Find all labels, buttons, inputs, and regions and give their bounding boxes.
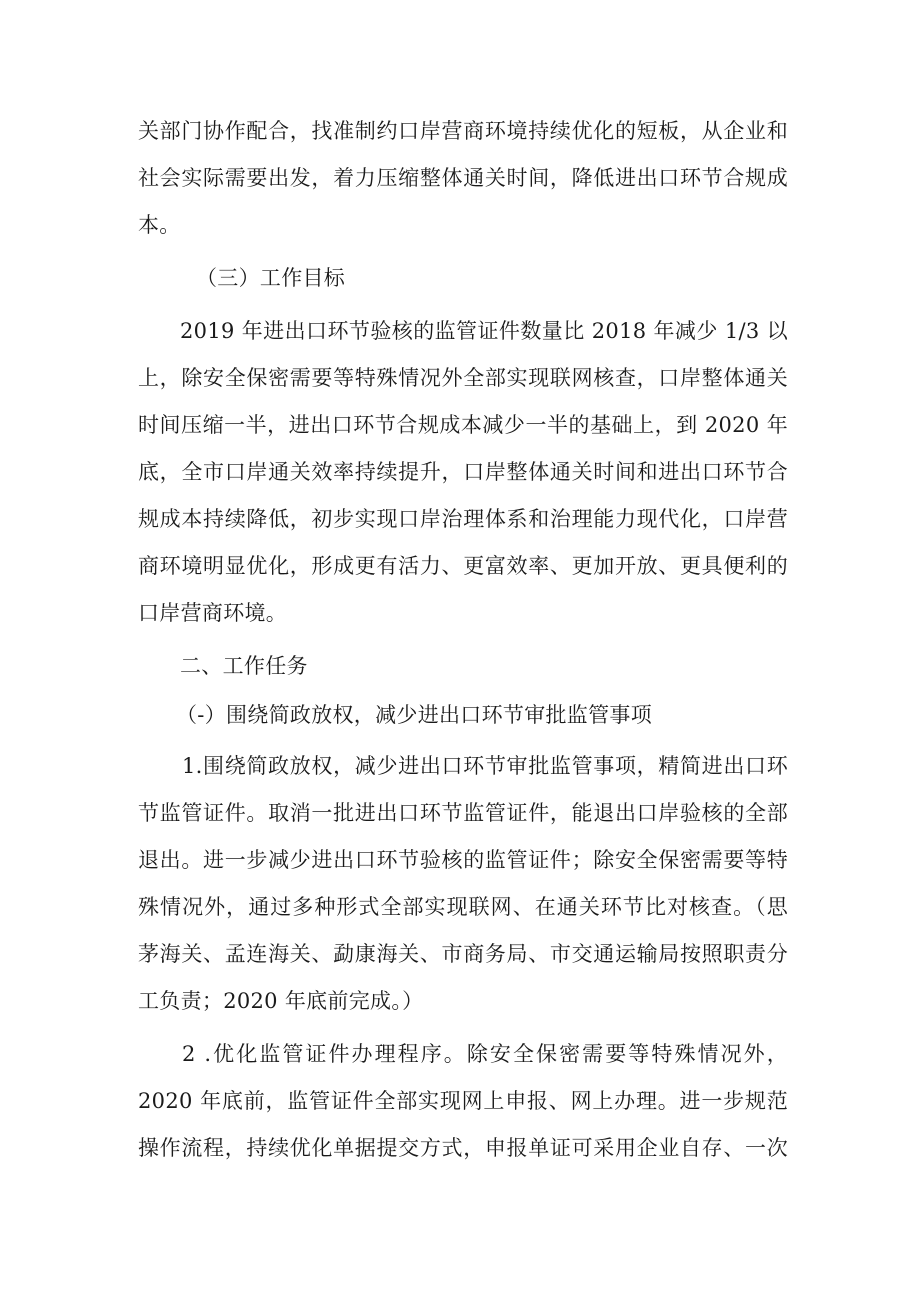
text-line: 规成本持续降低，初步实现口岸治理体系和治理能力现代化，口岸营 bbox=[138, 507, 788, 531]
text-line: 2 .优化监管证件办理程序。除安全保密需要等特殊情况外， bbox=[182, 1042, 788, 1066]
text-line: 殊情况外，通过多种形式全部实现联网、在通关环节比对核查。（思 bbox=[138, 895, 788, 919]
text-line: 工负责；2020 年底前完成。） bbox=[138, 989, 424, 1013]
paragraph-intro bbox=[138, 108, 788, 249]
paragraph-item1 bbox=[138, 743, 788, 1025]
text-line: 节监管证件。取消一批进出口环节监管证件，能退出口岸验核的全部 bbox=[138, 801, 788, 825]
text-line: 2020 年底前，监管证件全部实现网上申报、网上办理。进一步规范 bbox=[138, 1089, 788, 1113]
text-line: 1.围绕简政放权，减少进出口环节审批监管事项，精简进出口环 bbox=[182, 754, 788, 778]
text-line: 关部门协作配合，找准制约口岸营商环境持续优化的短板，从企业和 bbox=[138, 119, 788, 143]
text-line: 茅海关、孟连海关、勐康海关、市商务局、市交通运输局按照职责分 bbox=[138, 942, 788, 966]
text-line: 商环境明显优化，形成更有活力、更富效率、更加开放、更具便利的 bbox=[138, 554, 788, 578]
document-body bbox=[138, 108, 788, 1172]
text-line: 2019 年进出口环节验核的监管证件数量比 2018 年减少 1/3 以 bbox=[180, 319, 788, 343]
section-heading-tasks: 二、工作任务 bbox=[180, 654, 308, 678]
text-line: 社会实际需要出发，着力压缩整体通关时间，降低进出口环节合规成 bbox=[138, 166, 788, 190]
paragraph-goal bbox=[138, 308, 788, 637]
section-heading-goal: （三）工作目标 bbox=[196, 266, 346, 290]
text-line: 操作流程，持续优化单据提交方式，申报单证可采用企业自存、一次 bbox=[138, 1136, 788, 1160]
subsection-heading-task1: （-）围绕简政放权，减少进出口环节审批监管事项 bbox=[176, 703, 652, 727]
text-line: 口岸营商环境。 bbox=[138, 601, 288, 625]
text-line: 本。 bbox=[138, 213, 181, 237]
text-line: 上，除安全保密需要等特殊情况外全部实现联网核查，口岸整体通关 bbox=[138, 366, 788, 390]
text-line: 底，全市口岸通关效率持续提升，口岸整体通关时间和进出口环节合 bbox=[138, 460, 788, 484]
text-line: 时间压缩一半，进出口环节合规成本减少一半的基础上，到 2020 年 bbox=[138, 413, 788, 437]
text-line: 退出。进一步减少进出口环节验核的监管证件；除安全保密需要等特 bbox=[138, 848, 788, 872]
paragraph-item2 bbox=[138, 1031, 788, 1172]
